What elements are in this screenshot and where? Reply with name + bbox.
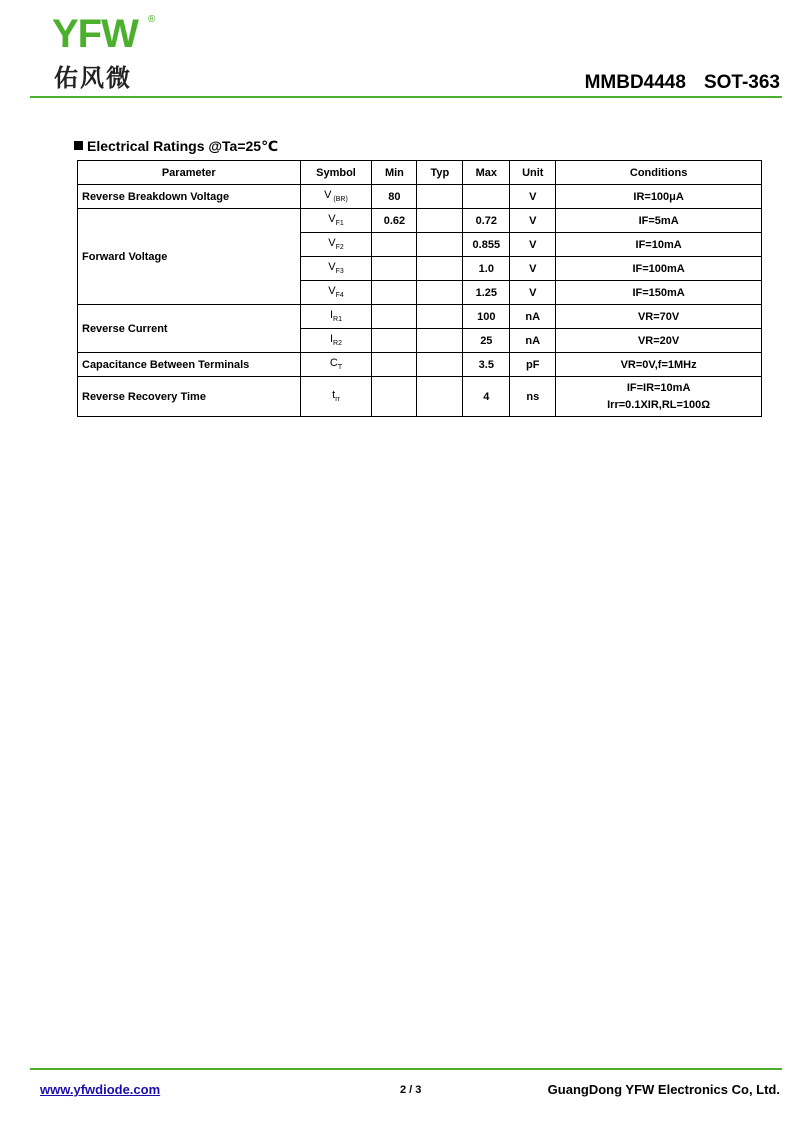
unit-cell: pF (510, 353, 556, 377)
unit-cell: V (510, 209, 556, 233)
typ-cell (417, 329, 463, 353)
max-cell (463, 185, 510, 209)
website-link[interactable]: www.yfwdiode.com (40, 1082, 161, 1097)
typ-cell (417, 233, 463, 257)
min-cell (372, 281, 417, 305)
logo-chinese-text: 佑风微 (54, 64, 132, 92)
max-cell: 3.5 (463, 353, 510, 377)
max-cell: 25 (463, 329, 510, 353)
symbol-cell: $V_{F1}$ (300, 209, 372, 233)
parameter-cell: Capacitance Between Terminals (78, 353, 301, 377)
max-cell: 100 (463, 305, 510, 329)
max-cell: 1.0 (463, 257, 510, 281)
parameter-cell: Reverse Recovery Time (78, 377, 301, 417)
registered-mark: ® (148, 14, 156, 25)
symbol-cell: $C_T$ (300, 353, 372, 377)
max-cell: 0.72 (463, 209, 510, 233)
company-logo (52, 14, 172, 94)
symbol-cell: $I_{R1}$ (300, 305, 372, 329)
unit-cell: ns (510, 377, 556, 417)
conditions-cell: IF=10mA (556, 233, 762, 257)
conditions-cell: VR=20V (556, 329, 762, 353)
min-cell (372, 377, 417, 417)
header-parameter: Parameter (78, 161, 301, 185)
footer-divider (30, 1068, 782, 1070)
conditions-cell: IF=5mA (556, 209, 762, 233)
typ-cell (417, 185, 463, 209)
symbol-cell: $V_{F4}$ (300, 281, 372, 305)
symbol-cell: $I_{R2}$ (300, 329, 372, 353)
conditions-cell (556, 377, 762, 417)
symbol-cell: $V_{F2}$ (300, 233, 372, 257)
table-header-row (78, 161, 762, 185)
company-name: GuangDong YFW Electronics Co, Ltd. (547, 1082, 780, 1097)
symbol-cell: $V_{F3}$ (300, 257, 372, 281)
symbol-cell: V $_{(BR)}$ (300, 185, 372, 209)
section-title: Electrical Ratings @Ta=25℃ (87, 138, 279, 154)
conditions-cell: VR=70V (556, 305, 762, 329)
min-cell (372, 305, 417, 329)
condition-line-2: Irr=0.1XIR,RL=100Ω (607, 398, 711, 411)
table-row (78, 377, 762, 417)
min-cell (372, 233, 417, 257)
header-unit: Unit (510, 161, 556, 185)
min-cell (372, 329, 417, 353)
section-heading (74, 138, 278, 155)
min-cell: 0.62 (372, 209, 417, 233)
typ-cell (417, 353, 463, 377)
logo-latin-text: YFW (52, 12, 138, 56)
parameter-cell: Forward Voltage (78, 209, 301, 305)
min-cell: 80 (372, 185, 417, 209)
header-max: Max (463, 161, 510, 185)
min-cell (372, 353, 417, 377)
table-row (78, 209, 762, 233)
bullet-square-icon (74, 141, 83, 150)
max-cell: 4 (463, 377, 510, 417)
unit-cell: V (510, 257, 556, 281)
unit-cell: V (510, 281, 556, 305)
header-symbol: Symbol (300, 161, 372, 185)
symbol-cell: $t_{rr}$ (300, 377, 372, 417)
max-cell: 0.855 (463, 233, 510, 257)
header-conditions: Conditions (556, 161, 762, 185)
document-title (585, 72, 780, 94)
header-divider (30, 96, 782, 98)
max-cell: 1.25 (463, 281, 510, 305)
conditions-cell: VR=0V,f=1MHz (556, 353, 762, 377)
typ-cell (417, 377, 463, 417)
electrical-ratings-table (77, 160, 762, 417)
table-row (78, 353, 762, 377)
header-min: Min (372, 161, 417, 185)
conditions-cell: IR=100μA (556, 185, 762, 209)
table-row (78, 305, 762, 329)
header-typ: Typ (417, 161, 463, 185)
unit-cell: V (510, 185, 556, 209)
typ-cell (417, 305, 463, 329)
page-number: 2 / 3 (400, 1084, 422, 1096)
min-cell (372, 257, 417, 281)
typ-cell (417, 281, 463, 305)
conditions-cell: IF=100mA (556, 257, 762, 281)
table-row (78, 185, 762, 209)
part-number: MMBD4448 (584, 72, 686, 93)
unit-cell: nA (510, 329, 556, 353)
unit-cell: V (510, 233, 556, 257)
parameter-cell: Reverse Breakdown Voltage (78, 185, 301, 209)
typ-cell (417, 257, 463, 281)
typ-cell (417, 209, 463, 233)
condition-line-1: IF=IR=10mA (626, 381, 691, 394)
unit-cell: nA (510, 305, 556, 329)
conditions-cell: IF=150mA (556, 281, 762, 305)
package-type: SOT-363 (703, 72, 780, 93)
parameter-cell: Reverse Current (78, 305, 301, 353)
